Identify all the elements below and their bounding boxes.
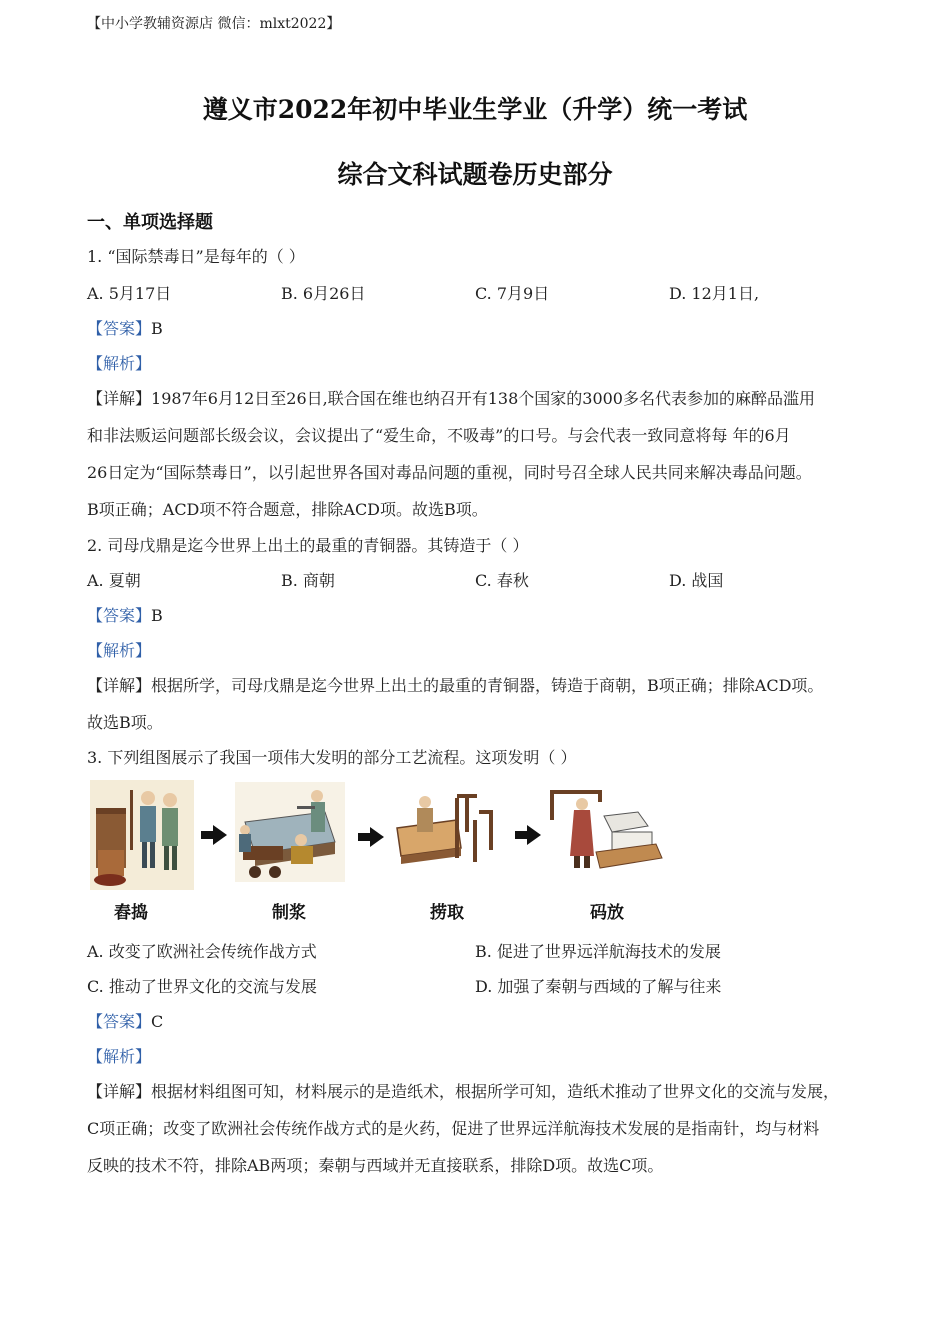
q3-option-b: B. 促进了世界远洋航海技术的发展	[475, 942, 721, 961]
q3-detail-line-1	[87, 1079, 839, 1102]
q2-detail-line-1	[87, 673, 823, 696]
detail-text: 1987年6月12日至26日,联合国在维也纳召开有138个国家的3000多名代表参加的麻醉品滥用	[151, 389, 815, 408]
exam-title: 遵义市2022年初中毕业生学业（升学）统一考试	[202, 95, 748, 124]
q1-detail-line-4: B项正确；ACD项不符合题意，排除ACD项。故选B项。	[87, 500, 488, 519]
detail-tag: 【详解】	[87, 1082, 152, 1101]
q1-detail-line-1	[87, 386, 815, 409]
detail-text: 根据所学，司母戊鼎是迄今世界上出土的最重的青铜器，铸造于商朝，B项正确；排除ACD项。	[151, 676, 824, 695]
answer-value: B	[151, 606, 163, 625]
q1-option-a: A. 5月17日	[87, 284, 172, 303]
q2-answer	[87, 603, 163, 626]
answer-tag: 【答案】	[87, 319, 152, 338]
answer-value: C	[151, 1012, 164, 1031]
pounding-illustration	[90, 780, 194, 890]
q3-analysis-tag: 【解析】	[87, 1047, 152, 1066]
q2-option-d: D. 战国	[669, 571, 724, 590]
q3-detail-line-3: 反映的技术不符，排除AB两项；秦朝与西域并无直接联系，排除D项。故选C项。	[87, 1156, 664, 1175]
q3-answer	[87, 1009, 163, 1032]
q2-option-a: A. 夏朝	[87, 571, 141, 590]
header-note: 【中小学教辅资源店 微信：mlxt2022】	[87, 16, 341, 32]
q3-option-c: C. 推动了世界文化的交流与发展	[87, 977, 317, 996]
right-arrow-icon	[201, 825, 227, 845]
right-arrow-icon	[515, 825, 541, 845]
q2-option-b: B. 商朝	[281, 571, 335, 590]
question-1-stem: 1. “国际禁毒日”是每年的（ ）	[87, 247, 305, 266]
q1-detail-line-3: 26日定为“国际禁毒日”，以引起世界各国对毒品问题的重视，同时号召全球人民共同来解决毒品问题。	[87, 463, 812, 482]
answer-tag: 【答案】	[87, 606, 152, 625]
q1-analysis-tag: 【解析】	[87, 354, 152, 373]
q1-answer	[87, 316, 163, 339]
figure-caption-4: 码放	[590, 903, 624, 923]
detail-tag: 【详解】	[87, 676, 152, 695]
q3-detail-line-2: C项正确；改变了欧洲社会传统作战方式的是火药，促进了世界远洋航海技术发展的是指南针，均与材料	[87, 1119, 820, 1138]
pulping-illustration	[235, 782, 345, 882]
stacking-illustration	[548, 786, 664, 874]
q1-detail-line-2: 和非法贩运问题部长级会议，会议提出了“爱生命，不吸毒”的口号。与会代表一致同意将每 年的6月	[87, 426, 791, 445]
scooping-illustration	[395, 790, 495, 870]
exam-subtitle: 综合文科试题卷历史部分	[337, 160, 613, 189]
q2-detail-line-2: 故选B项。	[87, 713, 163, 732]
answer-value: B	[151, 319, 163, 338]
detail-text: 根据材料组图可知，材料展示的是造纸术，根据所学可知，造纸术推动了世界文化的交流与发展，	[151, 1082, 840, 1101]
question-2-stem: 2. 司母戊鼎是迄今世界上出土的最重的青铜器。其铸造于（ ）	[87, 536, 529, 555]
answer-tag: 【答案】	[87, 1012, 152, 1031]
q3-option-a: A. 改变了欧洲社会传统作战方式	[87, 942, 317, 961]
q1-option-d: D. 12月1日,	[669, 284, 760, 303]
q2-option-c: C. 春秋	[475, 571, 529, 590]
question-3-stem: 3. 下列组图展示了我国一项伟大发明的部分工艺流程。这项发明（ ）	[87, 748, 577, 767]
figure-caption-1: 舂捣	[114, 903, 148, 923]
q1-option-c: C. 7月9日	[475, 284, 550, 303]
detail-tag: 【详解】	[87, 389, 152, 408]
section-title: 一、单项选择题	[87, 212, 213, 233]
right-arrow-icon	[358, 827, 384, 847]
figure-caption-2: 制浆	[272, 903, 306, 923]
q2-analysis-tag: 【解析】	[87, 641, 152, 660]
figure-caption-3: 捞取	[430, 903, 464, 923]
q1-option-b: B. 6月26日	[281, 284, 366, 303]
q3-option-d: D. 加强了秦朝与西域的了解与往来	[475, 977, 722, 996]
